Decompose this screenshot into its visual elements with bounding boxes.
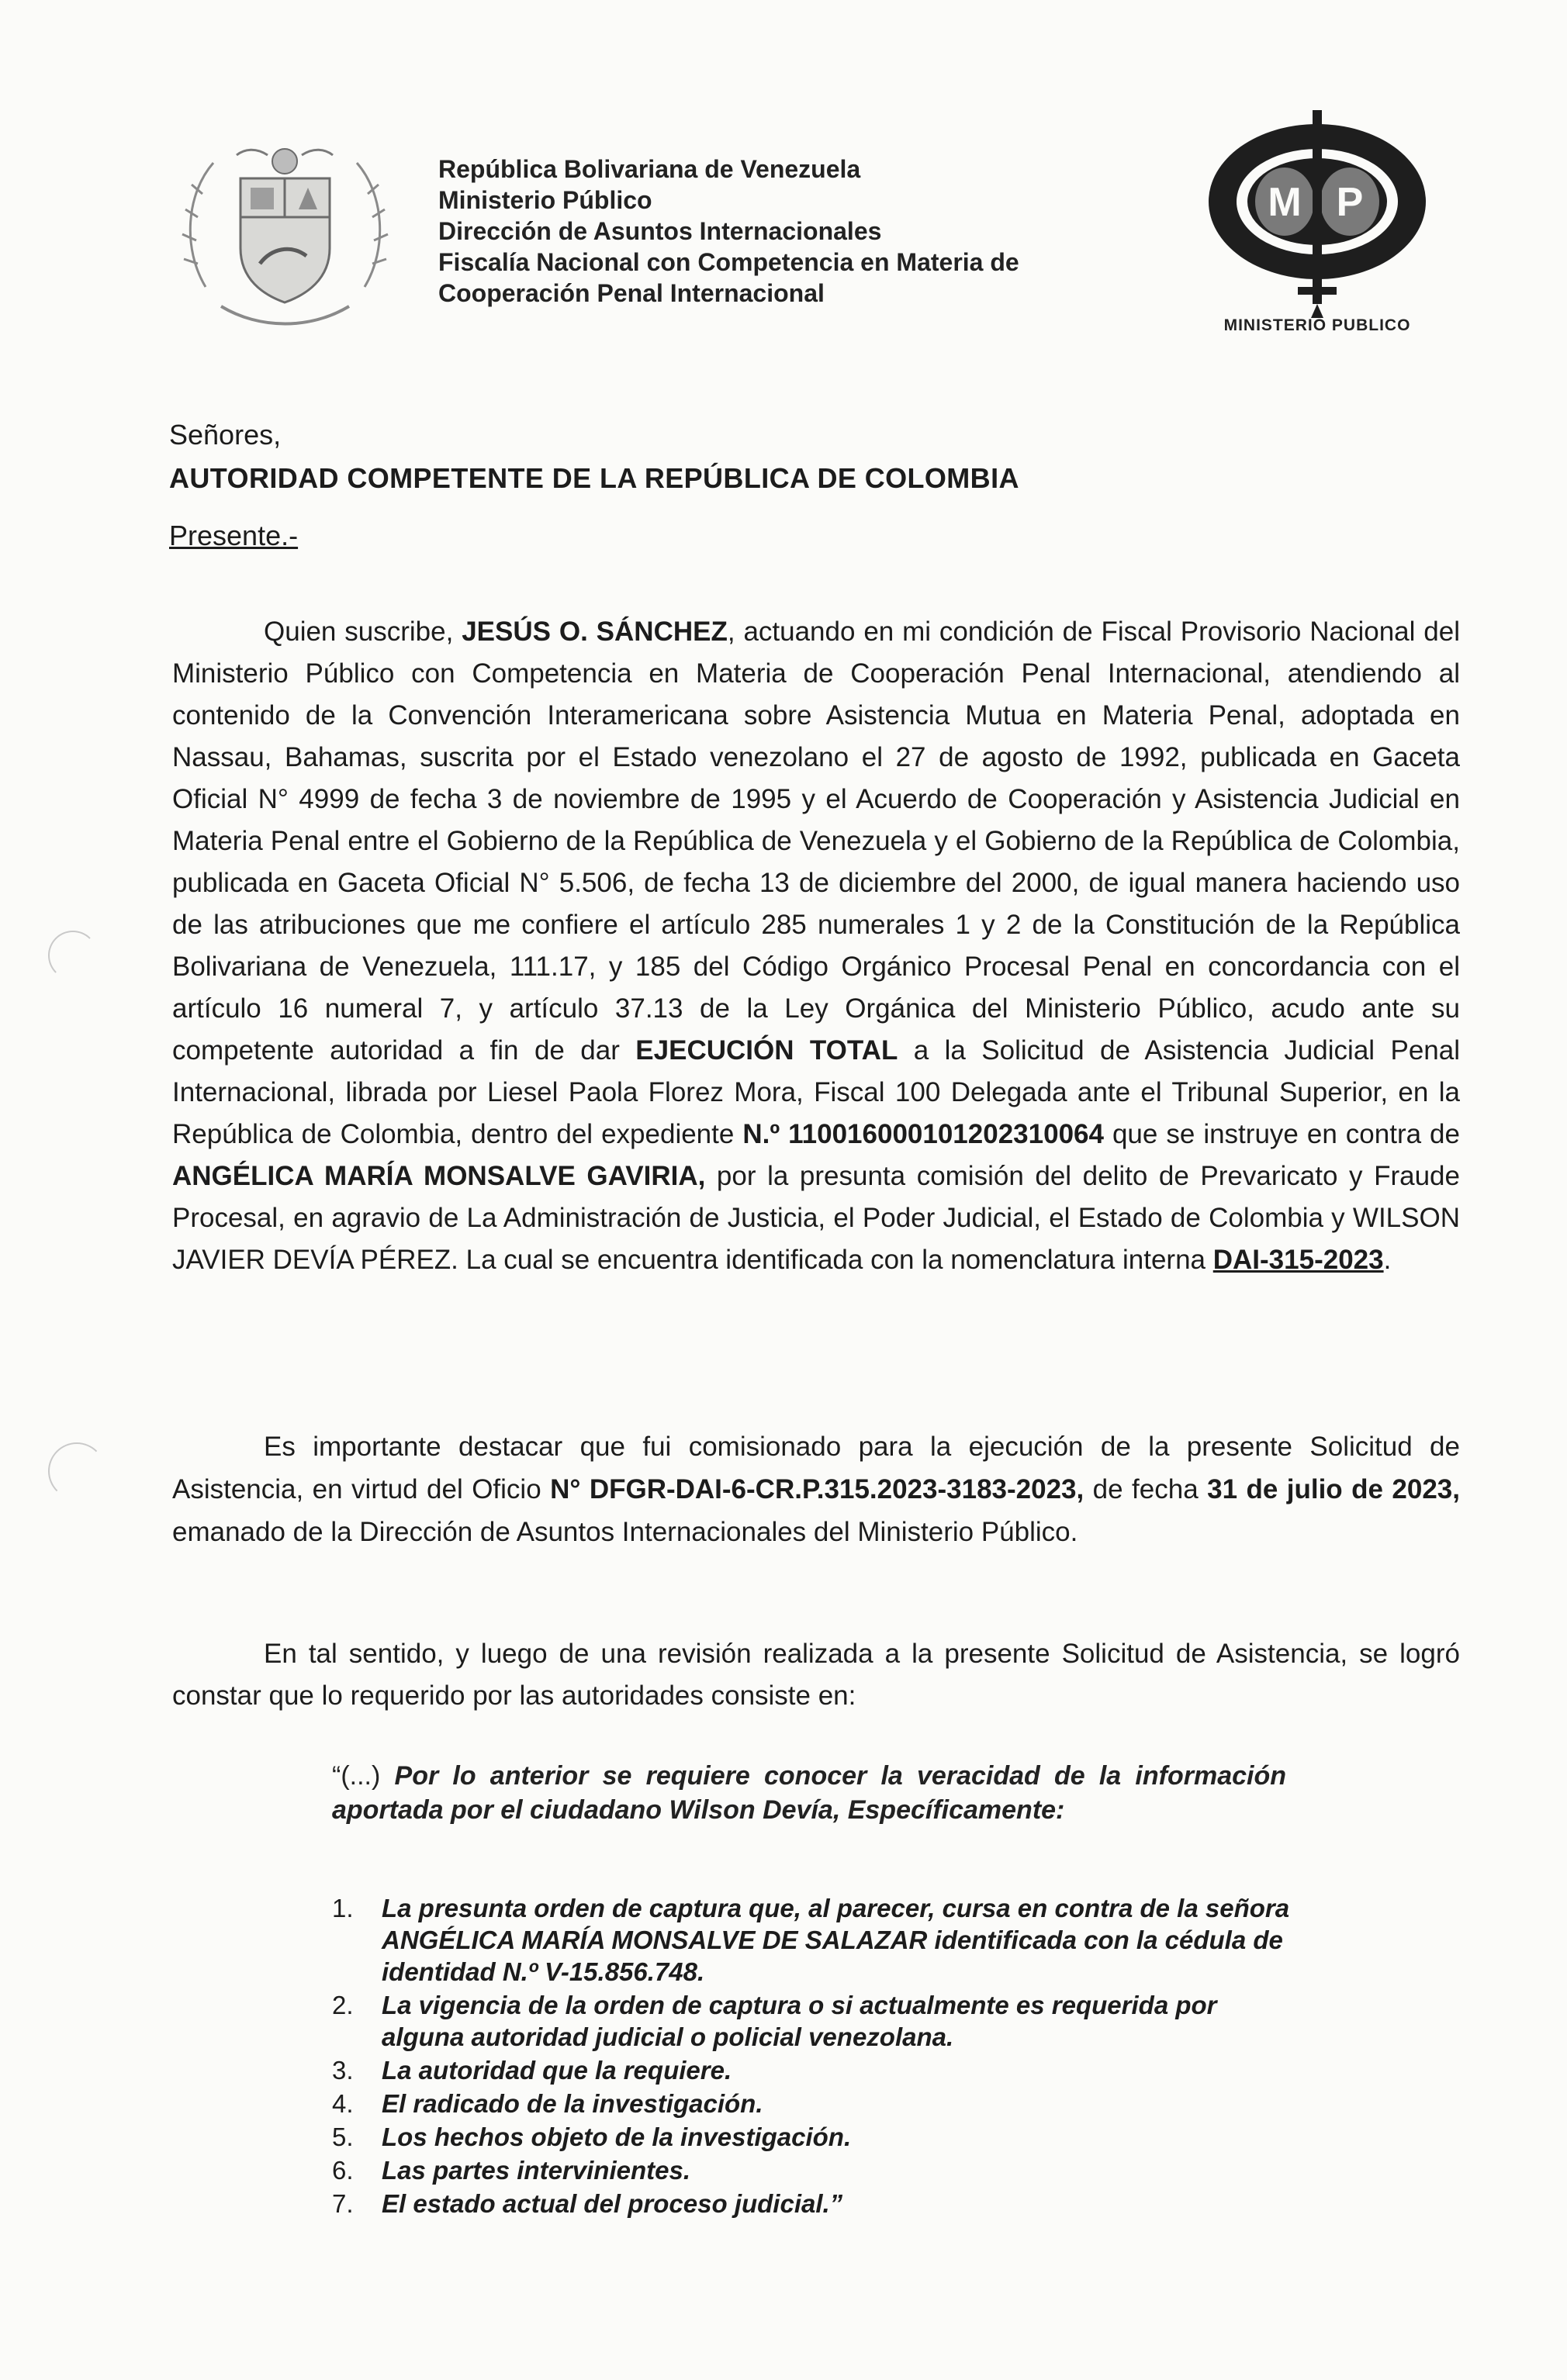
quote-intro: Por lo anterior se requiere conocer la veracidad de la información aportada por el ciudadano Wilson Devía, Específicamente: [332,1761,1286,1825]
text-run: que se instruye en contra de [1103,1119,1460,1149]
case-number: N.º 110016000101202310064 [742,1119,1104,1149]
logo-letter-p: P [1336,180,1364,225]
logo-label: MINISTERIO PUBLICO [1223,316,1411,334]
list-item [332,2154,1302,2186]
presente-line: Presente.- [169,520,299,551]
list-text: Los hechos objeto de la investigación. [382,2123,852,2151]
list-text: La autoridad que la requiere. [382,2056,732,2085]
text-run: emanado de la Dirección de Asuntos Internacionales del Ministerio Público. [172,1517,1078,1547]
oficio-date: 31 de julio de 2023, [1207,1474,1460,1504]
list-number: 4. [332,2089,354,2118]
text-run: de fecha [1084,1474,1208,1504]
salutation: Señores, [169,419,282,451]
signatory-name: JESÚS O. SÁNCHEZ [462,617,728,647]
institution-line: República Bolivariana de Venezuela [438,155,861,183]
quote-open: “(...) [332,1761,381,1791]
institution-line: Fiscalía Nacional con Competencia en Materia de [438,248,1019,276]
list-number: 1. [332,1894,354,1922]
oficio-number: N° DFGR-DAI-6-CR.P.315.2023-3183-2023, [550,1474,1084,1504]
text-run: por la presunta comisión del delito de Prevaricato y Fraude Procesal, en agravio de La Administración de Justicia, el Poder Judicial, el Estado de Colombia y WILSON JAVIER DEVÍA PÉREZ. La cual se encuentra identificada con la nomenclatura interna [172,1161,1460,1275]
defendant-name: ANGÉLICA MARÍA MONSALVE GAVIRIA, [172,1161,706,1191]
list-text: El estado actual del proceso judicial.” [382,2189,843,2218]
internal-reference: DAI-315-2023 [1212,1245,1384,1275]
quoted-request [332,1759,1286,1827]
execution-label: EJECUCIÓN TOTAL [635,1035,898,1066]
text-run: , actuando en mi condición de Fiscal Provisorio Nacional del Ministerio Público con Competencia en Materia de Cooperación Penal Internacional, atendiendo al contenido de la Convención Interamericana sobre Asistencia Mutua en Materia Penal, adoptada en Nassau, Bahamas, suscrita por el Estado venezolano el 27 de agosto de 1992, publicada en Gaceta Oficial N° 4999 de fecha 3 de noviembre de 1995 y el Acuerdo de Cooperación y Asistencia Judicial en Materia Penal entre el Gobierno de la República de Venezuela y el Gobierno de la República de Colombia, publicada en Gaceta Oficial N° 5.506, de fecha 13 de diciembre del 2000, de igual manera haciendo uso de las atribuciones que me confiere el artículo 285 numerales 1 y 2 de la Constitución de la República Bolivariana de Venezuela, 111.17, y 185 del Código Orgánico Procesal Penal en concordancia con el artículo 16 numeral 7, y artículo 37.13 de la Ley Orgánica del Ministerio Público, acudo ante su competente autoridad a fin de dar [172,617,1460,1066]
list-text: Las partes intervinientes. [382,2156,690,2185]
text-run: . [1383,1245,1392,1275]
list-item [332,2054,1302,2086]
list-number: 5. [332,2123,354,2151]
paragraph-requirements: En tal sentido, y luego de una revisión realizada a la presente Solicitud de Asistencia, se logró constar que lo requerido por las autoridades consiste en: [172,1639,1460,1711]
list-item [332,2088,1302,2119]
list-number: 6. [332,2156,354,2185]
scan-artifact [48,931,98,980]
text-run: Quien suscribe, [264,617,462,647]
recipient-title: AUTORIDAD COMPETENTE DE LA REPÚBLICA DE COLOMBIA [169,462,1019,494]
list-item [332,2121,1302,2153]
paragraph-intro [172,611,1460,1281]
list-item [332,2188,1302,2219]
list-number: 7. [332,2189,354,2218]
institution-line: Dirección de Asuntos Internacionales [438,217,882,245]
list-number: 2. [332,1991,354,2019]
list-text: La presunta orden de captura que, al parecer, cursa en contra de la señora ANGÉLICA MARÍA MONSALVE DE SALAZAR identificada con la cédula de identidad N.º V-15.856.748. [382,1894,1290,1986]
list-text: El radicado de la investigación. [382,2089,763,2118]
text-run: a la Solicitud de Asistencia Judicial Penal Internacional, librada por Liesel Paola Florez Mora, Fiscal 100 Delegada ante el Tribunal Superior, en la República de Colombia, dentro del expediente [172,1035,1460,1149]
text-run: Es importante destacar que fui comisionado para la ejecución de la presente Solicitud de Asistencia, en virtud del Oficio [172,1432,1460,1504]
list-number: 3. [332,2056,354,2085]
institution-line: Ministerio Público [438,186,652,214]
requirements-list [332,1892,1302,2221]
ministerio-publico-logo-icon [1201,109,1434,341]
scan-artifact [48,1442,106,1500]
venezuela-coat-of-arms-icon [175,132,396,341]
paragraph-commission [172,1425,1460,1553]
logo-letter-m: M [1268,180,1302,225]
list-item [332,1989,1302,2053]
institution-header [438,154,1136,309]
list-text: La vigencia de la orden de captura o si actualmente es requerida por alguna autoridad judicial o policial venezolana. [382,1991,1217,2051]
institution-line: Cooperación Penal Internacional [438,279,825,307]
list-item [332,1892,1302,1988]
